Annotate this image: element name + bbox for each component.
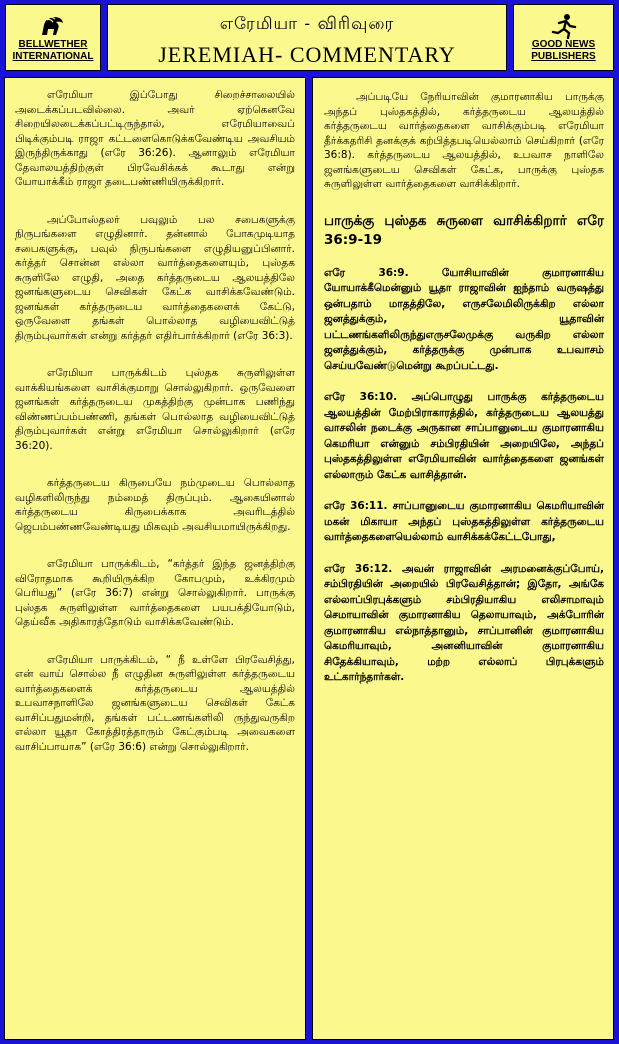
page-title-tamil: எரேமியா - விரிவுரை — [219, 14, 395, 34]
bellwether-label: BELLWETHER INTERNATIONAL — [12, 38, 94, 62]
runner-icon — [549, 13, 579, 39]
paragraph: எரேமியா இப்போது சிறைச்சாலையில் அடைக்கப்படவில்லை. அவர் ஏற்கெனவே சிறையிலடைக்கப்பட்டிருந்தால், எரேமியாவைப் பிடிக்கும்படி ராஜா கட்டளைகொடுக்கவேண்டிய அவசியம் இருந்திருக்காது (எரே 36:26). ஆனாலும் எரேமியா தேவாலயத்திற்குள் பிரவேசிக்கக் கூடாது என்று யோயாக்கீம் ராஜா தடைபண்ணியிருக்கிறார். — [15, 89, 295, 188]
page-header — [107, 4, 507, 71]
right-column — [312, 77, 614, 1040]
good-news-label: GOOD NEWS PUBLISHERS — [531, 38, 596, 62]
left-column — [4, 77, 306, 1040]
paragraph: எரேமியா பாருக்கிடம் புஸ்தக சுருளிலுள்ள வாக்கியங்களை வாசிக்குமாறு சொல்லுகிறார். ஒருவேளை ஜனங்கள் கர்த்தருடைய முகத்திற்கு முன்பாக பணிந்து விண்ணப்பம்பண்ணி, தங்கள் பொல்லாத வழியைவிட்டுத் திரும்புவார்கள் என்று எரேமியா சொல்லுகிறார் (எரே 36:20). — [15, 367, 295, 452]
verse-paragraph: எரே 36:12. அவன் ராஜாவின் அரமனைக்குப்போய், சம்பிரதியின் அறையில் பிரவேசித்தான்; இதோ, அங்கே எல்லாப்பிரபுக்களும் சம்பிரதியாகிய எலிசாமாவும் செமாயாவின் குமாரனாகிய தெலாயாவும், அக்போரின் குமாரனாகிய எல்நாத்தானும், சாப்பானின் குமாரனாகிய கெமரியாவும், அனனியாவின் குமாரனாகிய சிதேக்கியாவும், மற்ற எல்லாப் பிரபுக்களும் உட்கார்ந்தார்கள். — [324, 562, 604, 683]
ram-icon — [38, 13, 68, 39]
page-title-english: JEREMIAH- COMMENTARY — [158, 42, 456, 67]
paragraph: கர்த்தருடைய கிருபையே நம்முடைய பொல்லாத வழிகளிலிருந்து நம்மைத் திருப்பும். ஆகையினால் கர்த்தருடைய கிருபைக்காக அவரிடத்தில் ஜெபம்பண்ணவேண்டியது மிகவும் அவசியமாயிருக்கிறது. — [15, 477, 295, 533]
good-news-logo — [513, 4, 614, 71]
verse-paragraph: எரே 36:10. அப்பொழுது பாருக்கு கர்த்தருடைய ஆலயத்தின் மேற்பிராகாரத்தில், கர்த்தருடைய ஆலயத்து வாசலின் நடைக்கு அருகான சாப்பானுடைய குமாரனாகிய கெமரியா என்னும் சம்பிரதியின் அறையிலே, அந்தப் புஸ்தகத்திலுள்ள எரேமியாவின் வார்த்தைகளை ஜனங்கள் எல்லாரும் கேட்க வாசித்தான். — [324, 391, 604, 481]
section-heading: பாருக்கு புஸ்தக சுருளை வாசிக்கிறார் எரே 36:9-19 — [324, 212, 604, 248]
paragraph: எரேமியா பாருக்கிடம், “கர்த்தர் இந்த ஜனத்திற்கு விரோதமாக கூறியிருக்கிற கோபமும், உக்கிரமும் பெரியது” (எரே 36:7) என்று சொல்லுகிறார். பாருக்கு புஸ்தக சுருளிலுள்ள வார்த்தைகளை பயபக்தியோடும், தெய்வீக அதிகாரத்தோடும் வாசிக்கவேண்டும். — [15, 558, 295, 628]
paragraph: அப்போஸ்தலர் பவுலும் பல சபைகளுக்கு நிருபங்களை எழுதினார். தன்னால் போகமுடியாத சபைகளுக்கு, பவுல் நிருபங்களை எழுதியனுப்பினார். கர்த்தர் சொன்ன எல்லா வார்த்தைகளையும், புஸ்தக சுருளிலே எழுதி, அதை கர்த்தருடைய ஆலயத்திலே ஜனங்களுடைய செவிகள் கேட்க வாசிக்கவேண்டும். ஜனங்கள் கர்த்தருடைய வார்த்தைகளைக் கேட்டு, ஒருவேளை தங்கள் பொல்லாத வழியைவிட்டுத் திரும்புவார்கள் என்று கர்த்தர் எதிர்பார்க்கிறார் (எரே 36:3). — [15, 213, 295, 342]
intro-paragraph: அப்படியே நேரியாவின் குமாரனாகிய பாருக்கு அந்தப் புஸ்தகத்தில், கர்த்தருடைய ஆலயத்தில் கர்த்தருடைய வார்த்தைகளை வாசிக்கும்படி எரேமியா தீர்க்கதரிசி தனக்குக் கற்பித்தபடியெல்லாம் செய்கிறார் (எரே 36:8). கர்த்தருடைய ஆலயத்தில், உபவாச நாளிலே ஜனங்களுடைய செவிகள் கேட்க, பாருக்கு புஸ்தக சுருளிலுள்ள வார்த்தைகளை வாசிக்கிறார். — [324, 91, 604, 190]
paragraph: எரேமியா பாருக்கிடம், “ நீ உள்ளே பிரவேசித்து, என் வாய் சொல்ல நீ எழுதின சுருளிலுள்ள கர்த்தருடைய வார்த்தைகளைக் கர்த்தருடைய ஆலயத்தில் உபவாசநாளிலே ஜனங்களுடைய செவிகள் கேட்க வாசிப்பதுமன்றி, தங்கள் பட்டணங்களிலி ருந்துவருகிற எல்லா யூதா கோத்திரத்தாரும் கேட்கும்படி அவைகளை வாசிப்பாயாக” (எரே 36:6) என்று சொல்லுகிறார். — [15, 653, 295, 753]
bellwether-logo — [5, 4, 101, 71]
verse-paragraph: எரே 36:9. யோசியாவின் குமாரனாகிய யோயாக்கீமென்னும் யூதா ராஜாவின் ஐந்தாம் வருஷத்து ஒன்பதாம் மாதத்திலே, எருசலேமிலிருக்கிற எல்லா ஜனத்துக்கும், யூதாவின் பட்டணங்களிலிருந்துஎருசலேமுக்கு வருகிற எல்லா ஜனத்துக்கும், கர்த்தருக்கு முன்பாக உபவாசம் செய்யவேண்டுமென்று கூறப்பட்டது. — [324, 266, 604, 372]
verse-paragraph: எரே 36:11. சாப்பானுடைய குமாரனாகிய கெமரியாவின் மகன் மிகாயா அந்தப் புஸ்தகத்திலுள்ள கர்த்தருடைய வார்த்தைகளையெல்லாம் வாசிக்கக்கேட்டபோது, — [324, 500, 604, 543]
